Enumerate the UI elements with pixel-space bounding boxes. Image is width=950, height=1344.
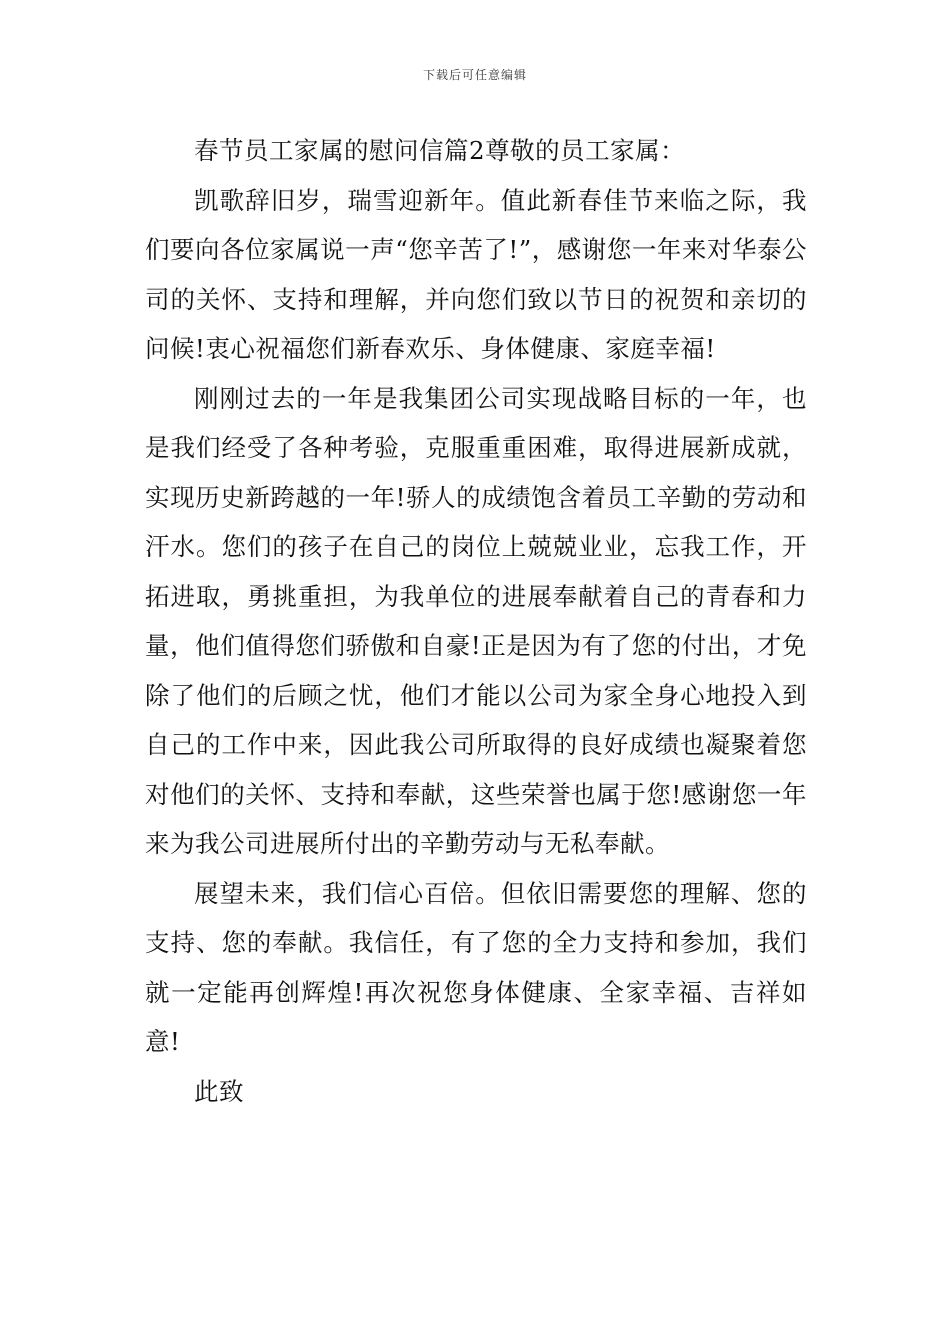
paragraph-greeting: 凯歌辞旧岁，瑞雪迎新年。值此新春佳节来临之际，我们要向各位家属说一声“您辛苦了!”，感谢您一年来对华泰公司的关怀、支持和理解，并向您们致以节日的祝贺和亲切的问候!衷心祝福您们新春欢乐、身体健康、家庭幸福! xyxy=(145,185,807,363)
page-header-note: 下载后可任意编辑 xyxy=(422,68,527,82)
letter-body xyxy=(145,126,807,1116)
paragraph-outlook: 展望未来，我们信心百倍。但依旧需要您的理解、您的支持、您的奉献。我信任，有了您的全力支持和参加，我们就一定能再创辉煌!再次祝您身体健康、全家幸福、吉祥如意! xyxy=(145,878,807,1056)
letter-closing: 此致 xyxy=(194,1076,244,1106)
letter-title-line: 春节员工家属的慰问信篇2尊敬的员工家属： xyxy=(194,136,686,165)
paragraph-review: 刚刚过去的一年是我集团公司实现战略目标的一年，也是我们经受了各种考验，克服重重困难，取得进展新成就，实现历史新跨越的一年!骄人的成绩饱含着员工辛勤的劳动和汗水。您们的孩子在自己的岗位上兢兢业业，忘我工作，开拓进取，勇挑重担，为我单位的进展奉献着自己的青春和力量，他们值得您们骄傲和自豪!正是因为有了您的付出，才免除了他们的后顾之忧，他们才能以公司为家全身心地投入到自己的工作中来，因此我公司所取得的良好成绩也凝聚着您对他们的关怀、支持和奉献，这些荣誉也属于您!感谢您一年来为我公司进展所付出的辛勤劳动与无私奉献。 xyxy=(145,383,807,858)
